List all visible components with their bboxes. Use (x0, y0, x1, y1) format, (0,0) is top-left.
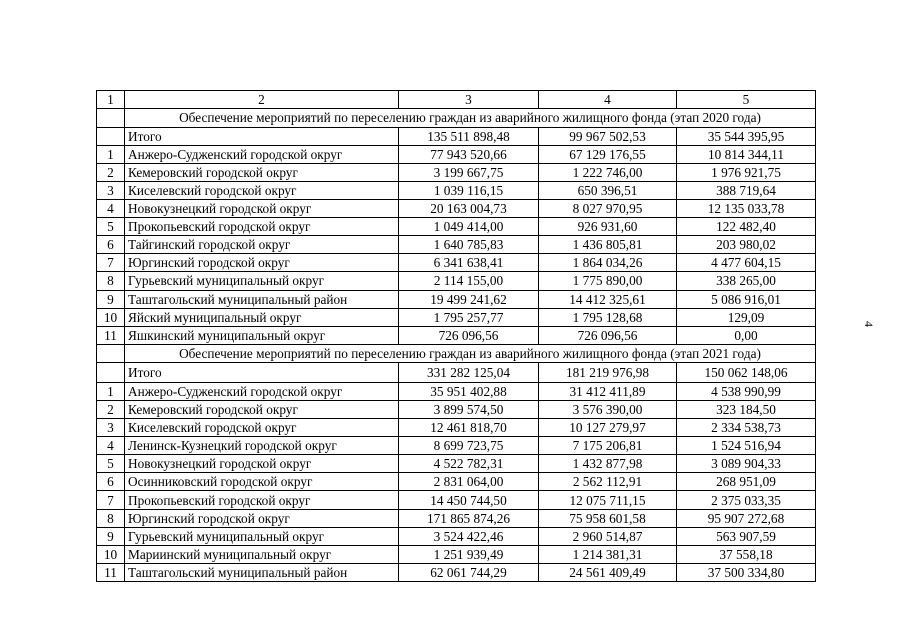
row-number: 3 (97, 181, 125, 199)
row-number: 8 (97, 272, 125, 290)
col4-value: 7 175 206,81 (539, 437, 677, 455)
col5-value: 1 976 921,75 (677, 163, 816, 181)
col3-value: 3 524 422,46 (399, 527, 539, 545)
table-row (97, 491, 816, 509)
total-col5: 150 062 148,06 (677, 363, 816, 383)
table-row (97, 527, 816, 545)
total-label: Итого (125, 127, 399, 145)
section-number-cell (97, 109, 125, 128)
col3-value: 1 039 116,15 (399, 181, 539, 199)
table-row (97, 545, 816, 563)
col4-value: 2 562 112,91 (539, 473, 677, 491)
total-col4: 99 967 502,53 (539, 127, 677, 145)
col4-value: 1 436 805,81 (539, 236, 677, 254)
table-row (97, 272, 816, 290)
col3-value: 2 831 064,00 (399, 473, 539, 491)
row-number: 9 (97, 527, 125, 545)
table-row (97, 290, 816, 308)
col4-value: 1 795 128,68 (539, 308, 677, 326)
table-row (97, 308, 816, 326)
row-number: 6 (97, 473, 125, 491)
row-number: 8 (97, 509, 125, 527)
col4-value: 31 412 411,89 (539, 382, 677, 400)
col5-value: 203 980,02 (677, 236, 816, 254)
col3-value: 77 943 520,66 (399, 145, 539, 163)
col4-value: 3 576 390,00 (539, 401, 677, 419)
col4-value: 24 561 409,49 (539, 563, 677, 581)
municipality-name: Мариинский муниципальный округ (125, 545, 399, 563)
row-number: 10 (97, 545, 125, 563)
col4-value: 10 127 279,97 (539, 419, 677, 437)
row-number: 2 (97, 163, 125, 181)
col4-value: 8 027 970,95 (539, 200, 677, 218)
row-number: 10 (97, 308, 125, 326)
col4-value: 1 864 034,26 (539, 254, 677, 272)
col5-value: 37 558,18 (677, 545, 816, 563)
table-row (97, 254, 816, 272)
col3-value: 1 049 414,00 (399, 218, 539, 236)
col5-value: 323 184,50 (677, 401, 816, 419)
col3-value: 4 522 782,31 (399, 455, 539, 473)
total-row (97, 127, 816, 145)
header-cell-4: 4 (539, 91, 677, 109)
municipality-name: Гурьевский муниципальный округ (125, 272, 399, 290)
table-row (97, 455, 816, 473)
table-row (97, 437, 816, 455)
col4-value: 1 214 381,31 (539, 545, 677, 563)
header-cell-5: 5 (677, 91, 816, 109)
col3-value: 19 499 241,62 (399, 290, 539, 308)
col3-value: 20 163 004,73 (399, 200, 539, 218)
row-number: 11 (97, 326, 125, 344)
col3-value: 8 699 723,75 (399, 437, 539, 455)
municipality-name: Юргинский городской округ (125, 254, 399, 272)
col4-value: 1 775 890,00 (539, 272, 677, 290)
row-number: 7 (97, 491, 125, 509)
row-number: 3 (97, 419, 125, 437)
col3-value: 2 114 155,00 (399, 272, 539, 290)
row-number: 4 (97, 437, 125, 455)
col4-value: 14 412 325,61 (539, 290, 677, 308)
page-number: 4 (862, 321, 876, 327)
municipality-name: Кемеровский городской округ (125, 163, 399, 181)
table-row (97, 419, 816, 437)
municipality-name: Новокузнецкий городской округ (125, 455, 399, 473)
col3-value: 726 096,56 (399, 326, 539, 344)
section-number-cell (97, 344, 125, 363)
col3-value: 6 341 638,41 (399, 254, 539, 272)
col5-value: 0,00 (677, 326, 816, 344)
table-row (97, 326, 816, 344)
budget-table (96, 90, 816, 582)
header-cell-2: 2 (125, 91, 399, 109)
table-row (97, 563, 816, 581)
total-number-cell (97, 363, 125, 383)
municipality-name: Кемеровский городской округ (125, 401, 399, 419)
row-number: 5 (97, 455, 125, 473)
municipality-name: Таштагольский муниципальный район (125, 563, 399, 581)
table-row (97, 382, 816, 400)
table-row (97, 145, 816, 163)
section-title-row (97, 109, 816, 128)
col4-value: 1 432 877,98 (539, 455, 677, 473)
col3-value: 12 461 818,70 (399, 419, 539, 437)
total-col3: 331 282 125,04 (399, 363, 539, 383)
row-number: 11 (97, 563, 125, 581)
municipality-name: Прокопьевский городской округ (125, 491, 399, 509)
col5-value: 37 500 334,80 (677, 563, 816, 581)
col3-value: 62 061 744,29 (399, 563, 539, 581)
col5-value: 122 482,40 (677, 218, 816, 236)
col4-value: 75 958 601,58 (539, 509, 677, 527)
municipality-name: Новокузнецкий городской округ (125, 200, 399, 218)
col3-value: 1 795 257,77 (399, 308, 539, 326)
col5-value: 10 814 344,11 (677, 145, 816, 163)
row-number: 1 (97, 382, 125, 400)
row-number: 1 (97, 145, 125, 163)
table-row (97, 236, 816, 254)
col4-value: 726 096,56 (539, 326, 677, 344)
table-row (97, 163, 816, 181)
total-col4: 181 219 976,98 (539, 363, 677, 383)
table-body (97, 91, 816, 582)
municipality-name: Тайгинский городской округ (125, 236, 399, 254)
col5-value: 3 089 904,33 (677, 455, 816, 473)
col3-value: 14 450 744,50 (399, 491, 539, 509)
col3-value: 1 640 785,83 (399, 236, 539, 254)
table-row (97, 509, 816, 527)
municipality-name: Прокопьевский городской округ (125, 218, 399, 236)
col5-value: 12 135 033,78 (677, 200, 816, 218)
row-number: 5 (97, 218, 125, 236)
col5-value: 388 719,64 (677, 181, 816, 199)
municipality-name: Гурьевский муниципальный округ (125, 527, 399, 545)
header-cell-1: 1 (97, 91, 125, 109)
municipality-name: Яйский муниципальный округ (125, 308, 399, 326)
header-cell-3: 3 (399, 91, 539, 109)
municipality-name: Анжеро-Судженский городской округ (125, 145, 399, 163)
col5-value: 4 477 604,15 (677, 254, 816, 272)
col4-value: 67 129 176,55 (539, 145, 677, 163)
total-number-cell (97, 127, 125, 145)
total-label: Итого (125, 363, 399, 383)
table-row (97, 401, 816, 419)
row-number: 6 (97, 236, 125, 254)
municipality-name: Ленинск-Кузнецкий городской округ (125, 437, 399, 455)
table-row (97, 200, 816, 218)
row-number: 4 (97, 200, 125, 218)
col5-value: 268 951,09 (677, 473, 816, 491)
section-title: Обеспечение мероприятий по переселению граждан из аварийного жилищного фонда (этап 2021 года) (125, 344, 816, 363)
table-row (97, 181, 816, 199)
col4-value: 650 396,51 (539, 181, 677, 199)
table-row (97, 473, 816, 491)
col4-value: 1 222 746,00 (539, 163, 677, 181)
document-sheet (96, 90, 815, 582)
col3-value: 171 865 874,26 (399, 509, 539, 527)
column-number-row (97, 91, 816, 109)
table-row (97, 218, 816, 236)
municipality-name: Киселевский городской округ (125, 419, 399, 437)
col4-value: 12 075 711,15 (539, 491, 677, 509)
col3-value: 1 251 939,49 (399, 545, 539, 563)
col5-value: 129,09 (677, 308, 816, 326)
col5-value: 1 524 516,94 (677, 437, 816, 455)
municipality-name: Таштагольский муниципальный район (125, 290, 399, 308)
municipality-name: Анжеро-Судженский городской округ (125, 382, 399, 400)
total-col3: 135 511 898,48 (399, 127, 539, 145)
municipality-name: Юргинский городской округ (125, 509, 399, 527)
col3-value: 35 951 402,88 (399, 382, 539, 400)
col5-value: 338 265,00 (677, 272, 816, 290)
col5-value: 2 334 538,73 (677, 419, 816, 437)
col4-value: 926 931,60 (539, 218, 677, 236)
row-number: 2 (97, 401, 125, 419)
col5-value: 5 086 916,01 (677, 290, 816, 308)
col5-value: 2 375 033,35 (677, 491, 816, 509)
col3-value: 3 199 667,75 (399, 163, 539, 181)
section-title-row (97, 344, 816, 363)
col5-value: 95 907 272,68 (677, 509, 816, 527)
row-number: 7 (97, 254, 125, 272)
col3-value: 3 899 574,50 (399, 401, 539, 419)
col5-value: 4 538 990,99 (677, 382, 816, 400)
total-col5: 35 544 395,95 (677, 127, 816, 145)
row-number: 9 (97, 290, 125, 308)
section-title: Обеспечение мероприятий по переселению граждан из аварийного жилищного фонда (этап 2020 года) (125, 109, 816, 128)
total-row (97, 363, 816, 383)
col4-value: 2 960 514,87 (539, 527, 677, 545)
municipality-name: Осинниковский городской округ (125, 473, 399, 491)
municipality-name: Киселевский городской округ (125, 181, 399, 199)
municipality-name: Яшкинский муниципальный округ (125, 326, 399, 344)
col5-value: 563 907,59 (677, 527, 816, 545)
